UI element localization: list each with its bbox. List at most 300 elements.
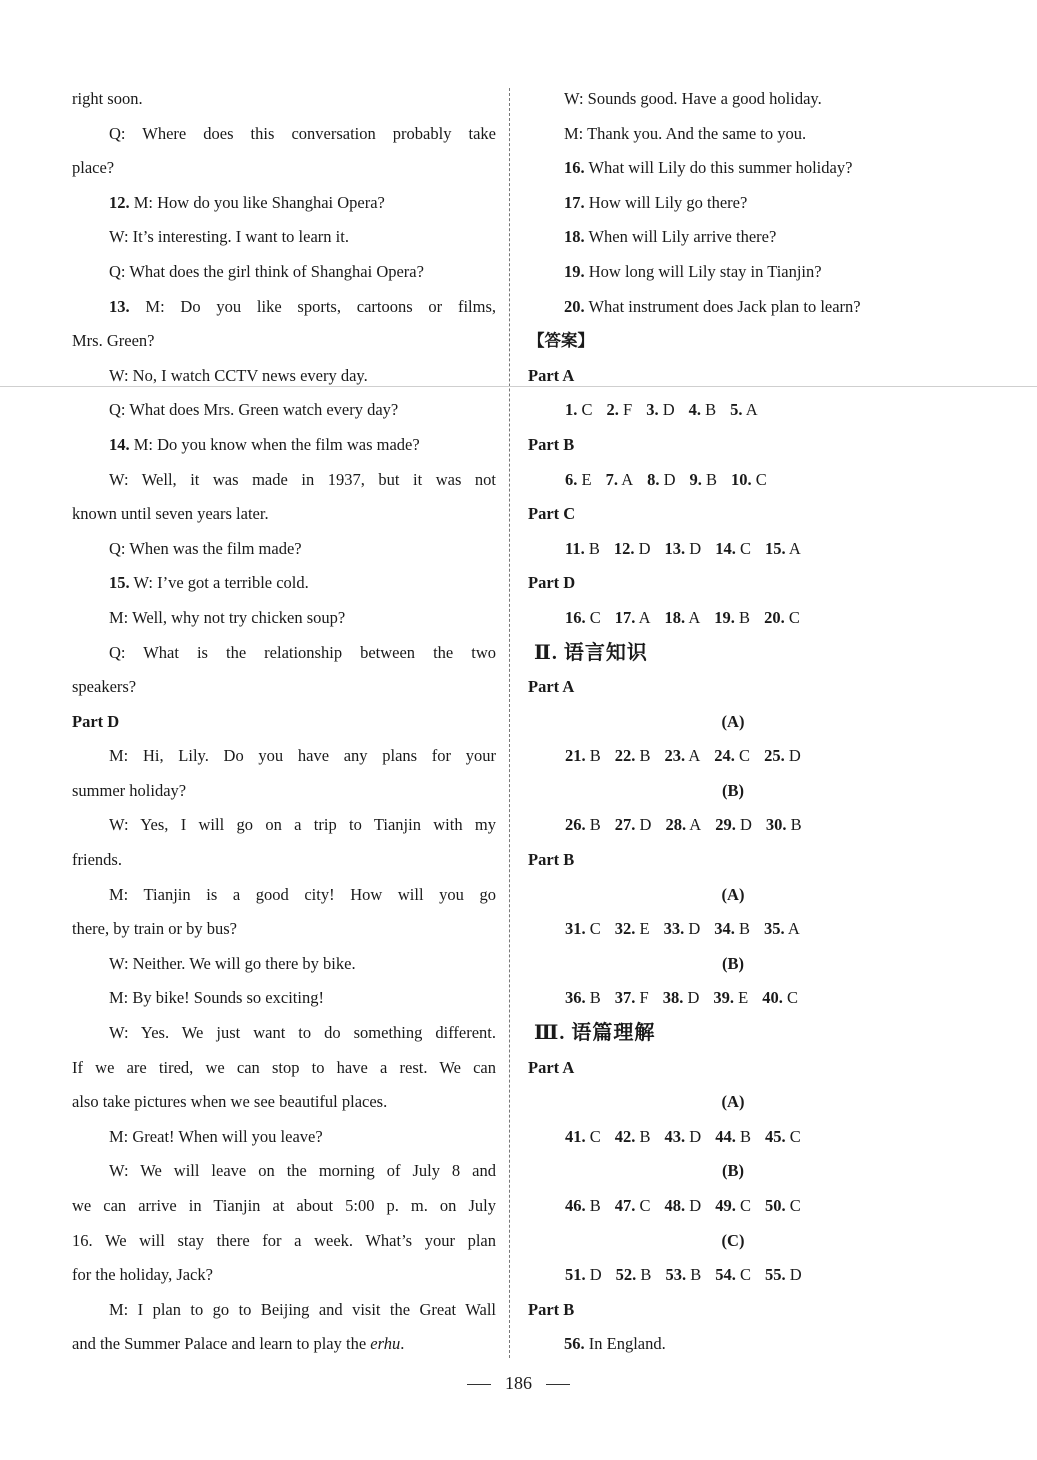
line-text: M: Great! When will you leave?	[109, 1126, 323, 1146]
transcript-line	[72, 1120, 496, 1155]
answer-item	[762, 981, 798, 1016]
answer-item	[665, 532, 702, 567]
question-number: 14.	[109, 434, 130, 454]
answer-letter: C	[739, 1196, 751, 1215]
question-line	[528, 1327, 938, 1362]
line-text: Part D	[72, 711, 120, 731]
answer-item	[765, 1120, 801, 1155]
line-text: summer holiday?	[72, 780, 187, 800]
line-text: W: Well, it was made in 1937, but it was not	[109, 469, 496, 489]
answer-item	[665, 601, 701, 636]
answer-item	[647, 463, 675, 498]
transcript-line	[72, 82, 496, 117]
line-text: W: Neither. We will go there by bike.	[109, 953, 356, 973]
answer-item	[565, 1120, 601, 1155]
answer-number: 6.	[565, 469, 578, 489]
answer-letter: D	[739, 815, 752, 835]
answer-letter: B	[589, 746, 601, 766]
answer-number: 19.	[714, 607, 735, 627]
answer-letter: D	[688, 919, 701, 939]
question-line	[528, 186, 938, 221]
answer-number: 49.	[715, 1196, 736, 1215]
answer-number: 48.	[664, 1196, 686, 1215]
line-text: there, by train or by bus?	[72, 919, 237, 939]
question-number: 12.	[109, 192, 130, 212]
question-line	[528, 255, 938, 290]
line-text: speakers?	[72, 677, 137, 697]
line-text: W: Yes, I will go on a trip to Tianjin with my	[109, 815, 496, 835]
answer-letter: C	[639, 1196, 651, 1215]
answer-number: 53.	[665, 1265, 687, 1285]
transcript-line	[72, 947, 496, 982]
answer-letter: D	[589, 1265, 602, 1285]
question-line	[528, 82, 938, 117]
answer-number: 18.	[664, 607, 686, 627]
answer-row	[528, 981, 938, 1016]
answer-item	[764, 601, 800, 636]
answer-row	[528, 1189, 938, 1224]
answer-item	[565, 1258, 602, 1293]
answer-letter: D	[689, 1196, 702, 1215]
transcript-line	[72, 393, 496, 428]
transcript-line	[72, 359, 496, 394]
transcript-line	[72, 1327, 496, 1362]
answer-letter: B	[790, 815, 802, 835]
answer-letter: A	[621, 469, 634, 489]
answer-number: 35.	[764, 919, 785, 939]
answer-number: 28.	[665, 815, 687, 835]
transcript-line	[72, 220, 496, 255]
answer-item	[615, 739, 651, 774]
question-line	[528, 290, 938, 325]
right-column	[528, 82, 938, 1362]
line-text: When will Lily arrive there?	[584, 227, 777, 247]
section-label: Part B	[528, 850, 575, 870]
column-divider	[509, 88, 510, 1358]
line-text: right soon.	[72, 89, 143, 108]
answer-number: 11.	[565, 538, 585, 558]
answer-number: 26.	[565, 815, 586, 835]
line-text: known until seven years later.	[72, 504, 269, 524]
answer-number: 27.	[614, 815, 636, 835]
line-text: for the holiday, Jack?	[72, 1265, 213, 1285]
answer-letter: B	[589, 815, 601, 835]
answer-number: 5.	[730, 400, 743, 420]
answer-letter: B	[706, 469, 718, 489]
answer-row	[528, 601, 938, 636]
footer-dash-right	[546, 1384, 570, 1385]
subsection-label: (B)	[722, 780, 744, 800]
answer-number: 36.	[565, 988, 586, 1008]
line-text: Q: What does Mrs. Green watch every day?	[109, 400, 399, 420]
transcript-line	[72, 1016, 496, 1051]
answer-letter: B	[705, 400, 717, 420]
question-number: 16.	[564, 158, 585, 178]
answer-number: 52.	[615, 1265, 637, 1285]
left-column	[72, 82, 496, 1362]
transcript-line	[72, 428, 496, 463]
answer-letter: B	[690, 1265, 702, 1285]
answer-letter: D	[662, 400, 675, 420]
answer-item	[665, 808, 701, 843]
answer-letter: E	[639, 919, 650, 939]
answer-letter: D	[663, 469, 676, 489]
answer-number: 20.	[764, 607, 785, 627]
line-text: Q: What does the girl think of Shanghai Opera?	[109, 261, 424, 281]
line-text: W: I’ve got a terrible cold.	[129, 573, 309, 593]
question-number: 19.	[564, 261, 585, 281]
line-text: also take pictures when we see beautiful places.	[72, 1092, 388, 1112]
answer-letter: B	[589, 988, 601, 1008]
answer-number: 54.	[715, 1265, 736, 1285]
answer-item	[663, 981, 700, 1016]
answer-item	[565, 393, 593, 428]
transcript-line	[72, 497, 496, 532]
section-label: 【答案】	[528, 331, 594, 351]
section-label: Part B	[528, 434, 575, 454]
answer-letter: B	[739, 919, 751, 939]
answer-item	[565, 912, 601, 947]
answer-letter: C	[589, 607, 601, 627]
answer-letter: A	[787, 919, 800, 939]
line-text: we can arrive in Tianjin at about 5:00 p. m. on July	[72, 1196, 496, 1215]
answer-item	[615, 808, 652, 843]
question-number: 13.	[109, 296, 130, 316]
scan-rule	[0, 386, 1037, 387]
question-line	[528, 117, 938, 152]
answer-letter: A	[745, 400, 758, 420]
line-text: M: Do you know when the film was made?	[129, 434, 420, 454]
answer-item	[615, 981, 649, 1016]
answer-letter: D	[639, 815, 652, 835]
answer-letter: D	[789, 1265, 802, 1285]
answer-number: 25.	[764, 746, 785, 766]
transcript-line	[72, 186, 496, 221]
transcript-line	[72, 290, 496, 325]
section-label: Part A	[528, 365, 575, 385]
answer-item	[565, 981, 601, 1016]
line-text: W: It’s interesting. I want to learn it.	[109, 227, 349, 247]
subsection-label: (B)	[722, 953, 744, 973]
line-text: Mrs. Green?	[72, 331, 155, 351]
transcript-line	[72, 878, 496, 913]
answer-letter: B	[640, 1265, 652, 1285]
answer-item	[714, 739, 750, 774]
answer-letter: B	[739, 607, 751, 627]
answer-item	[607, 393, 633, 428]
answer-item	[565, 463, 592, 498]
transcript-line	[72, 1189, 496, 1224]
answer-item	[715, 808, 752, 843]
line-text: How will Lily go there?	[584, 192, 748, 212]
answer-number: 16.	[565, 607, 586, 627]
line-text: M: Hi, Lily. Do you have any plans for your	[109, 746, 496, 766]
answer-number: 29.	[715, 815, 736, 835]
answer-number: 10.	[731, 469, 752, 489]
section-heading: Ⅲ. 语篇理解	[534, 1022, 656, 1045]
answer-number: 24.	[714, 746, 735, 766]
answer-item	[615, 1120, 651, 1155]
answer-item	[765, 1258, 802, 1293]
answer-number: 50.	[764, 1196, 786, 1215]
answer-number: 13.	[664, 538, 686, 558]
line-text: W: We will leave on the morning of July 8 and	[109, 1161, 496, 1181]
answer-item	[715, 532, 751, 567]
answer-letter: C	[755, 469, 767, 489]
question-number: 15.	[109, 573, 130, 593]
answer-letter: D	[638, 538, 651, 558]
question-number: 18.	[564, 227, 585, 247]
answer-item	[715, 1258, 751, 1293]
answer-item	[765, 532, 801, 567]
answer-item	[606, 463, 634, 498]
answer-letter: D	[687, 988, 700, 1008]
answer-number: 9.	[689, 469, 702, 489]
page-number-footer	[0, 1368, 1037, 1398]
subsection-label: (B)	[722, 1161, 744, 1181]
line-text: W: Sounds good. Have a good holiday.	[564, 89, 822, 108]
answer-item	[565, 1189, 601, 1224]
answer-letter: C	[739, 538, 751, 558]
answer-number: 1.	[565, 400, 578, 420]
answer-item	[646, 393, 674, 428]
question-number: 20.	[564, 296, 585, 316]
answer-item	[714, 912, 750, 947]
answer-number: 15.	[764, 538, 786, 558]
line-tail: .	[400, 1334, 405, 1354]
answer-number: 30.	[765, 815, 787, 835]
transcript-line	[72, 981, 496, 1016]
answer-item	[713, 981, 748, 1016]
answer-item	[615, 1189, 651, 1224]
answer-item	[715, 1189, 751, 1224]
answer-number: 12.	[613, 538, 635, 558]
answer-letter: E	[581, 469, 592, 489]
line-text: W: No, I watch CCTV news every day.	[109, 365, 368, 385]
transcript-line	[72, 151, 496, 186]
answer-letter: A	[689, 815, 702, 835]
answer-item	[614, 532, 651, 567]
transcript-line	[72, 1051, 496, 1086]
answer-number: 41.	[565, 1126, 586, 1146]
answer-letter: B	[639, 1126, 651, 1146]
answer-letter: F	[623, 400, 633, 420]
line-text: In England.	[584, 1334, 666, 1354]
answer-letter: F	[639, 988, 649, 1008]
answer-number: 44.	[715, 1126, 736, 1146]
line-text: How long will Lily stay in Tianjin?	[584, 261, 822, 281]
answer-number: 40.	[762, 988, 783, 1008]
answer-letter: A	[688, 607, 701, 627]
question-line	[528, 220, 938, 255]
answer-row	[528, 532, 938, 567]
transcript-line	[72, 808, 496, 843]
section-label: Part D	[528, 573, 576, 593]
section-label	[72, 705, 496, 740]
answer-number: 23.	[664, 746, 686, 766]
answer-number: 47.	[614, 1196, 636, 1215]
answer-number: 38.	[662, 988, 684, 1008]
transcript-line	[72, 117, 496, 152]
transcript-line	[72, 324, 496, 359]
line-text: M: How do you like Shanghai Opera?	[129, 192, 385, 212]
section-label: Part A	[528, 1057, 575, 1077]
answer-letter: B	[639, 746, 651, 766]
answer-number: 31.	[565, 919, 586, 939]
line-text: 16. We will stay there for a week. What’s your plan	[72, 1230, 496, 1250]
question-number: 17.	[564, 192, 585, 212]
answer-number: 34.	[714, 919, 735, 939]
answer-item	[764, 912, 800, 947]
line-text: Q: What is the relationship between the two	[109, 642, 496, 662]
line-text: and the Summer Palace and learn to play the	[72, 1334, 371, 1354]
answer-letter: B	[589, 1196, 601, 1215]
answer-letter: C	[786, 988, 798, 1008]
line-text: friends.	[72, 850, 122, 870]
transcript-line	[72, 1085, 496, 1120]
answer-row	[528, 393, 938, 428]
answer-letter: D	[689, 1126, 702, 1146]
section-label: Part C	[528, 504, 576, 524]
answer-letter: A	[638, 607, 651, 627]
answer-number: 45.	[764, 1126, 786, 1146]
answer-letter: C	[739, 1265, 751, 1285]
answer-row	[528, 808, 938, 843]
answer-item	[616, 1258, 652, 1293]
answer-number: 32.	[614, 919, 636, 939]
question-line	[528, 151, 938, 186]
answer-item	[615, 601, 651, 636]
line-text: M: I plan to go to Beijing and visit the Great Wall	[109, 1299, 496, 1319]
answer-item	[665, 1189, 702, 1224]
line-text: M: Well, why not try chicken soup?	[109, 607, 346, 627]
transcript-line	[72, 739, 496, 774]
answer-letter: E	[738, 988, 749, 1008]
line-text: M: By bike! Sounds so exciting!	[109, 988, 324, 1008]
transcript-line	[72, 636, 496, 671]
section-heading: Ⅱ. 语言知识	[534, 641, 648, 664]
line-text: Q: When was the film made?	[109, 538, 302, 558]
transcript-line	[72, 463, 496, 498]
answer-letter: D	[689, 538, 702, 558]
transcript-line	[72, 566, 496, 601]
answer-row	[528, 1258, 938, 1293]
footer-dash-left	[467, 1384, 491, 1385]
answer-number: 22.	[614, 746, 636, 766]
transcript-line	[72, 912, 496, 947]
answer-item	[730, 393, 758, 428]
answer-number: 17.	[614, 607, 636, 627]
line-text: What instrument does Jack plan to learn?	[584, 296, 861, 316]
transcript-line	[72, 670, 496, 705]
answer-item	[690, 463, 718, 498]
transcript-line	[72, 255, 496, 290]
answer-number: 51.	[565, 1265, 586, 1285]
transcript-line	[72, 843, 496, 878]
transcript-line	[72, 1293, 496, 1328]
answer-number: 3.	[646, 400, 659, 420]
transcript-line	[72, 1258, 496, 1293]
answer-row	[528, 912, 938, 947]
answer-letter: C	[789, 1196, 801, 1215]
answer-letter: B	[739, 1126, 751, 1146]
page-number: 186	[505, 1373, 532, 1393]
question-number: 56.	[564, 1334, 585, 1354]
answer-letter: A	[688, 746, 701, 766]
answer-number: 37.	[614, 988, 636, 1008]
answer-item	[731, 463, 767, 498]
transcript-line	[72, 1224, 496, 1259]
answer-number: 2.	[606, 400, 619, 420]
line-text: M: Do you like sports, cartoons or films,	[129, 296, 496, 316]
answer-row	[528, 1120, 938, 1155]
italic-word: erhu	[370, 1334, 401, 1354]
line-text: M: Thank you. And the same to you.	[564, 123, 807, 143]
line-text: place?	[72, 158, 115, 178]
section-label: Part A	[528, 677, 575, 697]
transcript-line	[72, 774, 496, 809]
answer-letter: C	[788, 607, 800, 627]
answer-number: 39.	[713, 988, 734, 1008]
transcript-line	[72, 532, 496, 567]
line-text: M: Tianjin is a good city! How will you go	[109, 884, 496, 904]
section-label: Part B	[528, 1299, 575, 1319]
answer-item	[665, 1258, 701, 1293]
answer-item	[565, 739, 601, 774]
subsection-label: (A)	[721, 884, 745, 904]
subsection-label: (A)	[721, 711, 745, 731]
line-text: W: Yes. We just want to do something different.	[109, 1023, 496, 1043]
answer-number: 43.	[664, 1126, 686, 1146]
answer-number: 7.	[605, 469, 618, 489]
answer-letter: A	[788, 538, 801, 558]
answer-item	[689, 393, 717, 428]
answer-item	[665, 739, 701, 774]
answer-item	[664, 912, 701, 947]
answer-item	[565, 532, 600, 567]
answer-item	[765, 1189, 801, 1224]
transcript-line	[72, 1154, 496, 1189]
answer-item	[565, 808, 601, 843]
answer-item	[764, 739, 801, 774]
answer-letter: D	[788, 746, 801, 766]
answer-item	[714, 601, 750, 636]
answer-letter: B	[588, 538, 600, 558]
answer-item	[565, 601, 601, 636]
answer-number: 55.	[764, 1265, 786, 1285]
transcript-line	[72, 601, 496, 636]
answer-letter: C	[589, 1126, 601, 1146]
answer-number: 21.	[565, 746, 586, 766]
answer-number: 8.	[647, 469, 660, 489]
answer-item	[615, 912, 650, 947]
answer-number: 4.	[688, 400, 701, 420]
answer-number: 14.	[715, 538, 736, 558]
answer-letter: C	[789, 1126, 801, 1146]
answer-number: 42.	[614, 1126, 636, 1146]
answer-item	[715, 1120, 751, 1155]
answer-letter: C	[739, 746, 751, 766]
answer-number: 46.	[565, 1196, 586, 1215]
answer-letter: C	[589, 919, 601, 939]
answer-item	[665, 1120, 702, 1155]
line-text: What will Lily do this summer holiday?	[584, 158, 853, 178]
subsection-label: (A)	[721, 1092, 745, 1112]
answer-number: 33.	[663, 919, 685, 939]
line-text: If we are tired, we can stop to have a rest. We can	[72, 1057, 496, 1077]
answer-item	[766, 808, 802, 843]
line-text: Q: Where does this conversation probably take	[109, 123, 496, 143]
